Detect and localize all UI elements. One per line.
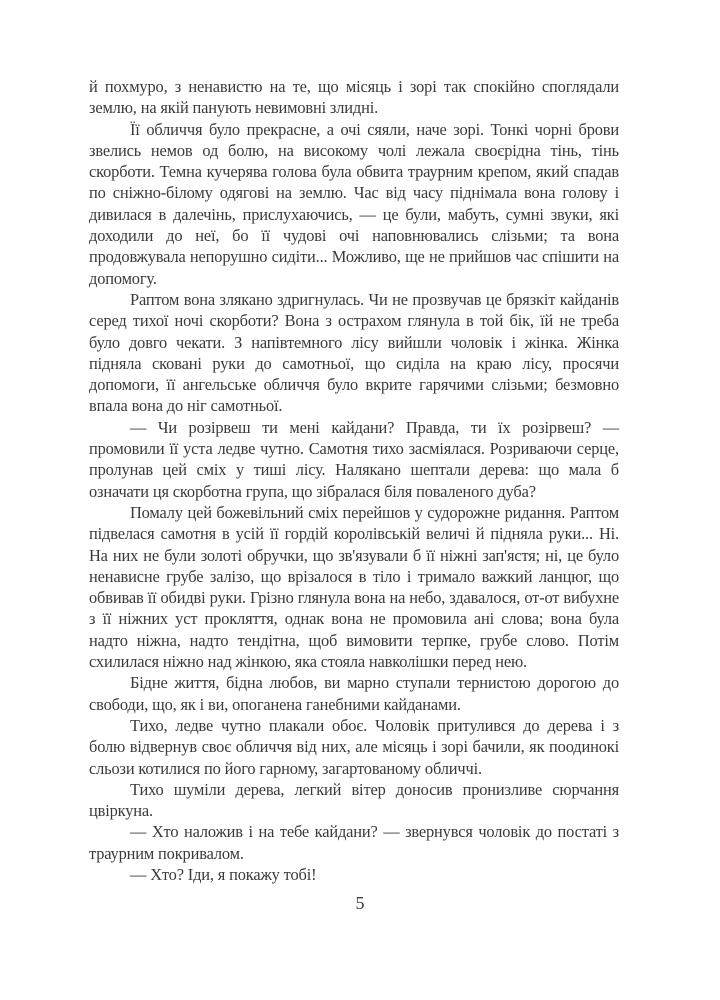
paragraph-6: Бідне життя, бідна любов, ви марно ступали тернистою дорогою до свободи, що, як і ви, опоганена ганебними кайданами.	[89, 673, 619, 714]
paragraph-10: — Хто? Іди, я покажу тобі!	[130, 864, 317, 884]
paragraph-1: й похмуро, з ненавистю на те, що місяць і зорі так спокійно споглядали землю, на якій панують невимовні злидні.	[89, 77, 619, 118]
paragraph-3: Раптом вона злякано здригнулась. Чи не прозвучав це брязкіт кайданів серед тихої ночі скорботи? Вона з острахом глянула в той бік, їй не треба було довго чекати. З напівтемного лісу вийшли чоловік і жінка. Жінка підняла сковані руки до самотньої, що сиділа на краю лісу, просячи допомоги, її ангельське обличчя було вкрите гарячими слізьми; безмовно впала вона до ніг самотньої.	[89, 289, 619, 416]
page-body	[89, 76, 619, 885]
page-number: 5	[355, 893, 365, 913]
paragraph-2: Її обличчя було прекрасне, а очі сяяли, наче зорі. Тонкі чорні брови звелись немов од болю, на високому чолі лежала своєрідна тінь, тінь скорботи. Темна кучерява голова була обвита траурним крепом, який спадав по сніжно-білому одягові на землю. Час від часу піднімала вона голову і дивилася в далечінь, прислухаючись, — це були, мабуть, сумні звуки, які доходили до неї, бо її чудові очі наповнювались слізьми; та вона продовжувала непорушно сидіти... Можливо, ще не прийшов час спішити на допомогу.	[89, 119, 619, 288]
paragraph-9: — Хто наложив і на тебе кайдани? — звернувся чоловік до постаті з траурним покривалом.	[89, 822, 619, 863]
paragraph-5: Помалу цей божевільний сміх перейшов у судорожне ридання. Раптом підвелася самотня в усій її гордій королівській величі й підняла руки... Ні. На них не були золоті обручки, що зв'язували б її ніжні зап'ястя; ні, це було ненависне грубе залізо, що врізалося в тіло і тримало важкий ланцюг, що обвивав її обидві руки. Грізно глянула вона на небо, здавалося, от-от вибухне з її ніжних уст прокляття, однак вона не промовила ані слова; вона була надто ніжна, надто тендітна, щоб вимовити терпке, грубе слово. Потім схилилася ніжно над жінкою, яка стояла навколішки перед нею.	[89, 502, 619, 672]
paragraph-7: Тихо, ледве чутно плакали обоє. Чоловік притулився до дерева і з болю відвернув своє обличчя від них, але місяць і зорі бачили, як поодинокі сльози котилися по його гарному, загартованому обличчі.	[89, 715, 619, 778]
paragraph-4: — Чи розірвеш ти мені кайдани? Правда, ти їх розірвеш? — промовили її уста ледве чутно. Самотня тихо засміялася. Розриваючи серце, пролунав цей сміх у тиші лісу. Налякано шептали дерева: що мала б означати ця скорботна група, що зібралася біля поваленого дуба?	[89, 417, 619, 501]
paragraph-8: Тихо шуміли дерева, легкий вітер доносив пронизливе сюрчання цвіркуна.	[89, 779, 619, 821]
